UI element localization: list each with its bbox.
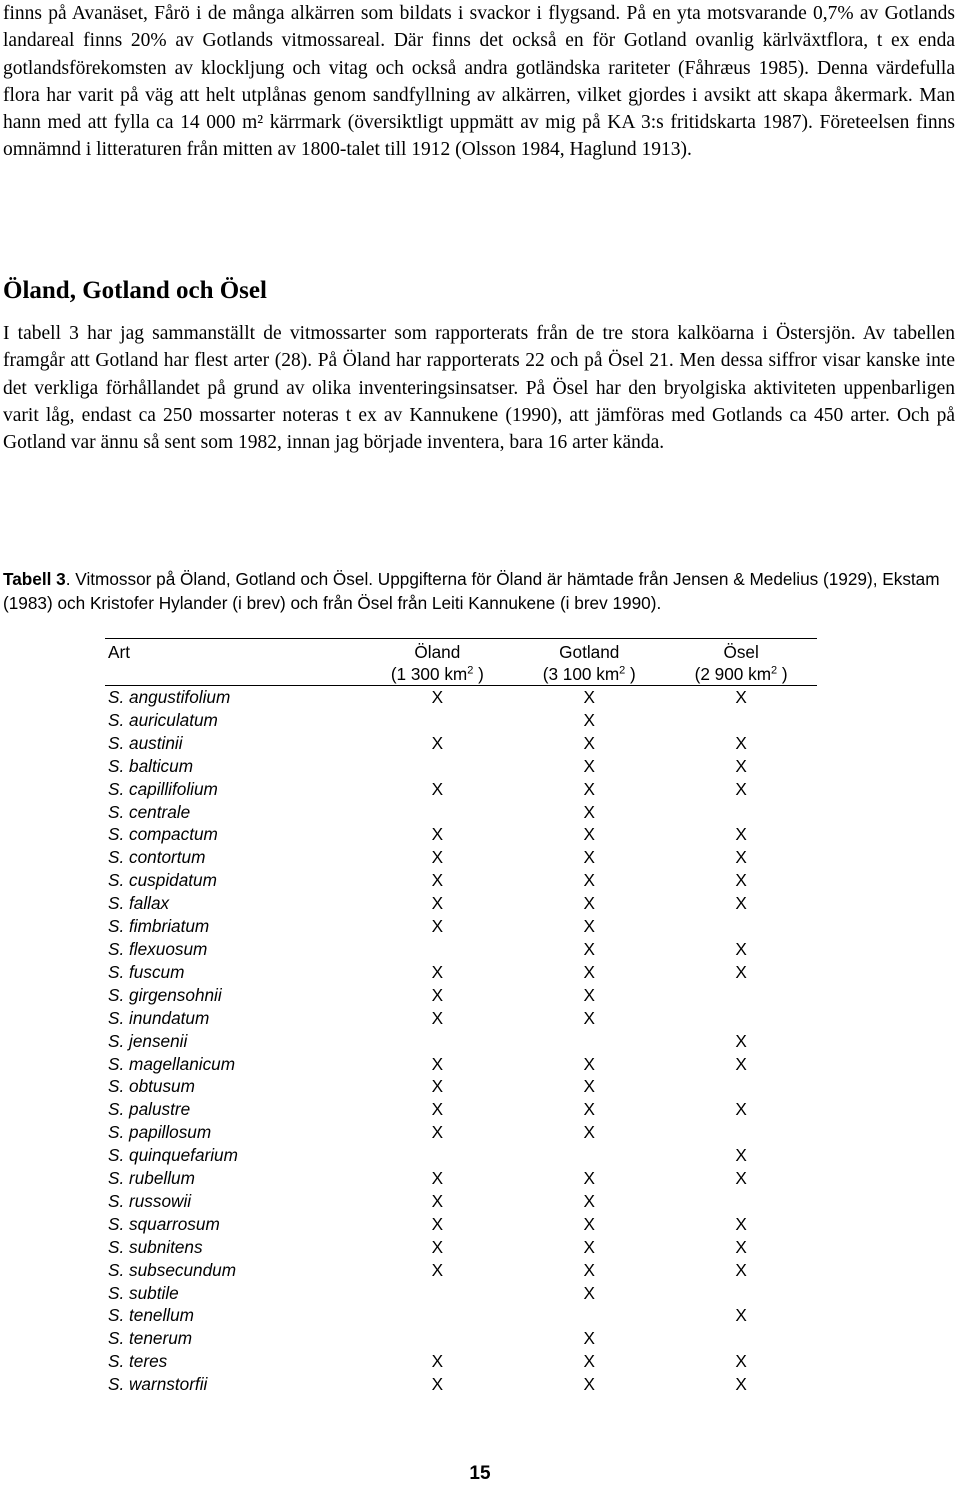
table-row: [105, 801, 817, 824]
osel-mark: [665, 1075, 817, 1098]
table-row: [105, 778, 817, 801]
species-name: S. subtile: [108, 1282, 179, 1303]
osel-mark: [665, 1007, 817, 1030]
gotland-mark: X: [583, 1236, 595, 1257]
species-name: S. compactum: [108, 824, 218, 845]
intro-paragraph: finns på Avanäset, Fårö i de många alkärren som bildats i svackor i flygsand. På en yta motsvarande 0,7% av Gotlands landareal finns 20% av Gotlands vitmossareal. Där finns det också en för Gotland ovanlig kärlväxtflora, t ex enda gotlandsförekomsten av klockljung och vitag och också andra gotländska rariteter (Fåhræus 1985). Denna värdefulla flora har varit på väg att helt utplånas genom sandfyllning av alkärren, vilket gjordes i avsikt att skapa åkermark. Man hann med att fylla ca 14 000 m² kärrmark (översiktligt uppmätt av mig på KA 3:s fritidskarta 1987). Företeelsen finns omnämnd i litteraturen från mitten av 1800-talet till 1912 (Olsson 1984, Haglund 1913).: [3, 3, 955, 161]
osel-mark: [665, 915, 817, 938]
osel-mark: X: [735, 1099, 747, 1120]
oland-mark: X: [431, 1190, 444, 1211]
species-name: S. auriculatum: [108, 709, 218, 730]
table-row: [105, 755, 817, 778]
gotland-mark: X: [583, 1282, 595, 1303]
gotland-mark: X: [583, 1351, 595, 1372]
gotland-mark: X: [583, 732, 595, 753]
header-osel-name: Ösel: [723, 642, 759, 662]
species-name: S. teres: [108, 1351, 168, 1372]
oland-mark: [361, 801, 513, 824]
oland-mark: X: [431, 1236, 444, 1257]
oland-mark: X: [431, 1259, 444, 1280]
species-name: S. flexuosum: [108, 938, 208, 959]
oland-mark: X: [431, 687, 444, 707]
oland-mark: X: [431, 1213, 444, 1234]
species-name: S. squarrosum: [108, 1213, 220, 1234]
gotland-mark: X: [583, 1213, 595, 1234]
oland-mark: X: [431, 1076, 444, 1097]
gotland-mark: X: [583, 755, 595, 776]
oland-mark: [361, 1327, 513, 1350]
gotland-mark: X: [583, 984, 595, 1005]
oland-mark: X: [431, 893, 444, 914]
gotland-mark: X: [583, 1168, 595, 1189]
oland-mark: X: [431, 824, 444, 845]
oland-mark: X: [431, 1168, 444, 1189]
gotland-mark: X: [583, 709, 595, 730]
table-row: [105, 1327, 817, 1350]
gotland-mark: X: [583, 778, 595, 799]
gotland-mark: X: [583, 847, 595, 868]
osel-mark: [665, 1121, 817, 1144]
gotland-mark: X: [583, 1190, 595, 1211]
gotland-mark: X: [583, 1328, 595, 1349]
gotland-mark: X: [583, 1259, 595, 1280]
osel-mark: X: [735, 1030, 747, 1051]
osel-mark: [665, 984, 817, 1007]
species-name: S. girgensohnii: [108, 984, 222, 1005]
table-row: [105, 1190, 817, 1213]
species-name: S. obtusum: [108, 1076, 195, 1097]
header-gotland: [513, 639, 665, 686]
osel-mark: X: [735, 1145, 747, 1166]
gotland-mark: X: [583, 1099, 595, 1120]
table-row: [105, 1236, 817, 1259]
species-name: S. centrale: [108, 801, 191, 822]
osel-mark: X: [735, 732, 747, 753]
table-row: [105, 732, 817, 755]
oland-mark: X: [431, 1053, 444, 1074]
species-name: S. cuspidatum: [108, 870, 217, 891]
oland-mark: [361, 938, 513, 961]
table-row: [105, 938, 817, 961]
oland-mark: X: [431, 961, 444, 982]
osel-mark: [665, 1327, 817, 1350]
table-caption: [3, 567, 958, 615]
table-row: [105, 1053, 817, 1076]
oland-mark: [361, 709, 513, 732]
table-row: [105, 1259, 817, 1282]
table-row: [105, 1282, 817, 1305]
species-table-body: [105, 686, 817, 1397]
gotland-mark: X: [583, 916, 595, 937]
section-heading: Öland, Gotland och Ösel: [3, 277, 267, 304]
osel-mark: X: [735, 1053, 747, 1074]
species-name: S. palustre: [108, 1099, 191, 1120]
species-name: S. inundatum: [108, 1007, 210, 1028]
species-name: S. warnstorfii: [108, 1374, 208, 1395]
species-name: S. tenellum: [108, 1305, 194, 1326]
osel-mark: X: [735, 1374, 747, 1395]
section-paragraph: I tabell 3 har jag sammanställt de vitmossarter som rapporterats från de tre stora kalköarna i Östersjön. Av tabellen framgår att Gotland har flest arter (28). På Öland har rapporterats 22 och på Ösel 21. Men dessa siffror visar kanske inte det verkliga förhållandet på grund av olika inventeringsinsatser. På Ösel har den bryolgiska aktiviteten uppenbarligen varit låg, endast ca 250 mossarter noteras t ex av Kannukene (1990), att jämföras med Gotlands ca 450 arter. Och på Gotland var ännu så sent som 1982, innan jag började inventera, bara 16 arter kända.: [3, 323, 955, 454]
header-art-label: Art: [108, 642, 130, 662]
table-row: [105, 961, 817, 984]
osel-mark: X: [735, 687, 747, 707]
oland-mark: [361, 1030, 513, 1053]
gotland-mark: X: [583, 1007, 595, 1028]
table-row: [105, 1144, 817, 1167]
table-row: [105, 823, 817, 846]
oland-mark: X: [431, 916, 444, 937]
table-row: [105, 1373, 817, 1396]
osel-mark: X: [735, 1236, 747, 1257]
header-osel-area: (2 900 $km^2$ ): [694, 664, 788, 684]
gotland-mark: X: [583, 1053, 595, 1074]
table-row: [105, 1167, 817, 1190]
table-row: [105, 709, 817, 732]
table-caption-text: . Vitmossor på Öland, Gotland och Ösel. Uppgifterna för Öland är hämtade från Jensen & Medelius (1929), Ekstam (1983) och Kristofer Hylander (i brev) och från Ösel från Leiti Kannukene (i brev 1990).: [3, 569, 940, 613]
species-name: S. quinquefarium: [108, 1145, 238, 1166]
osel-mark: X: [735, 847, 747, 868]
gotland-mark: [513, 1304, 665, 1327]
oland-mark: X: [431, 847, 444, 868]
gotland-mark: X: [583, 961, 595, 982]
species-name: S. tenerum: [108, 1328, 193, 1349]
osel-mark: X: [735, 893, 747, 914]
oland-mark: [361, 1144, 513, 1167]
species-name: S. magellanicum: [108, 1053, 236, 1074]
osel-mark: [665, 1282, 817, 1305]
oland-mark: [361, 1282, 513, 1305]
header-oland-name: Öland: [414, 642, 461, 662]
header-osel: [665, 639, 817, 686]
header-gotland-name: Gotland: [559, 642, 620, 662]
table-row: [105, 1350, 817, 1373]
oland-mark: X: [431, 732, 444, 753]
header-gotland-area: (3 100 $km^2$ ): [542, 664, 636, 684]
osel-mark: [665, 801, 817, 824]
species-table: [105, 638, 817, 1396]
oland-mark: [361, 1304, 513, 1327]
osel-mark: X: [735, 1213, 747, 1234]
osel-mark: X: [735, 961, 747, 982]
species-name: S. fallax: [108, 893, 170, 914]
gotland-mark: X: [583, 1122, 595, 1143]
species-name: S. angustifolium: [108, 687, 231, 707]
osel-mark: X: [735, 1305, 747, 1326]
table-row: [105, 892, 817, 915]
oland-mark: X: [431, 984, 444, 1005]
oland-mark: X: [431, 1374, 444, 1395]
table-caption-label: Tabell 3: [3, 569, 66, 589]
osel-mark: [665, 1190, 817, 1213]
osel-mark: X: [735, 755, 747, 776]
species-name: S. papillosum: [108, 1122, 212, 1143]
osel-mark: X: [735, 824, 747, 845]
species-name: S. russowii: [108, 1190, 192, 1211]
table-row: [105, 1213, 817, 1236]
table-row: [105, 915, 817, 938]
table-row: [105, 1007, 817, 1030]
oland-mark: X: [431, 870, 444, 891]
header-art: [105, 639, 361, 686]
oland-mark: X: [431, 1099, 444, 1120]
gotland-mark: X: [583, 801, 595, 822]
table-row: [105, 984, 817, 1007]
table-row: [105, 1075, 817, 1098]
gotland-mark: X: [583, 938, 595, 959]
header-oland: [361, 639, 513, 686]
table-row: [105, 1304, 817, 1327]
species-name: S. capillifolium: [108, 778, 218, 799]
osel-mark: X: [735, 938, 747, 959]
osel-mark: X: [735, 1259, 747, 1280]
species-name: S. fimbriatum: [108, 916, 210, 937]
species-name: S. balticum: [108, 755, 194, 776]
species-name: S. subsecundum: [108, 1259, 237, 1280]
gotland-mark: X: [583, 824, 595, 845]
species-name: S. subnitens: [108, 1236, 203, 1257]
gotland-mark: [513, 1030, 665, 1053]
osel-mark: [665, 709, 817, 732]
oland-mark: [361, 755, 513, 778]
gotland-mark: X: [583, 687, 595, 707]
table-row: [105, 1121, 817, 1144]
table-row: [105, 686, 817, 709]
osel-mark: X: [735, 870, 747, 891]
species-name: S. rubellum: [108, 1168, 195, 1189]
osel-mark: X: [735, 1168, 747, 1189]
table-row: [105, 846, 817, 869]
gotland-mark: X: [583, 893, 595, 914]
oland-mark: X: [431, 778, 444, 799]
oland-mark: X: [431, 1351, 444, 1372]
table-row: [105, 869, 817, 892]
gotland-mark: X: [583, 870, 595, 891]
oland-mark: X: [431, 1122, 444, 1143]
table-row: [105, 1030, 817, 1053]
table-row: [105, 1098, 817, 1121]
gotland-mark: [513, 1144, 665, 1167]
species-name: S. fuscum: [108, 961, 185, 982]
species-name: S. jensenii: [108, 1030, 188, 1051]
gotland-mark: X: [583, 1076, 595, 1097]
osel-mark: X: [735, 778, 747, 799]
header-oland-area: (1 300 $km^2$ ): [390, 664, 484, 684]
page-number: 15: [469, 1463, 491, 1484]
oland-mark: X: [431, 1007, 444, 1028]
table-header-row: [105, 639, 817, 686]
species-name: S. contortum: [108, 847, 206, 868]
species-name: S. austinii: [108, 732, 183, 753]
gotland-mark: X: [583, 1374, 595, 1395]
osel-mark: X: [735, 1351, 747, 1372]
